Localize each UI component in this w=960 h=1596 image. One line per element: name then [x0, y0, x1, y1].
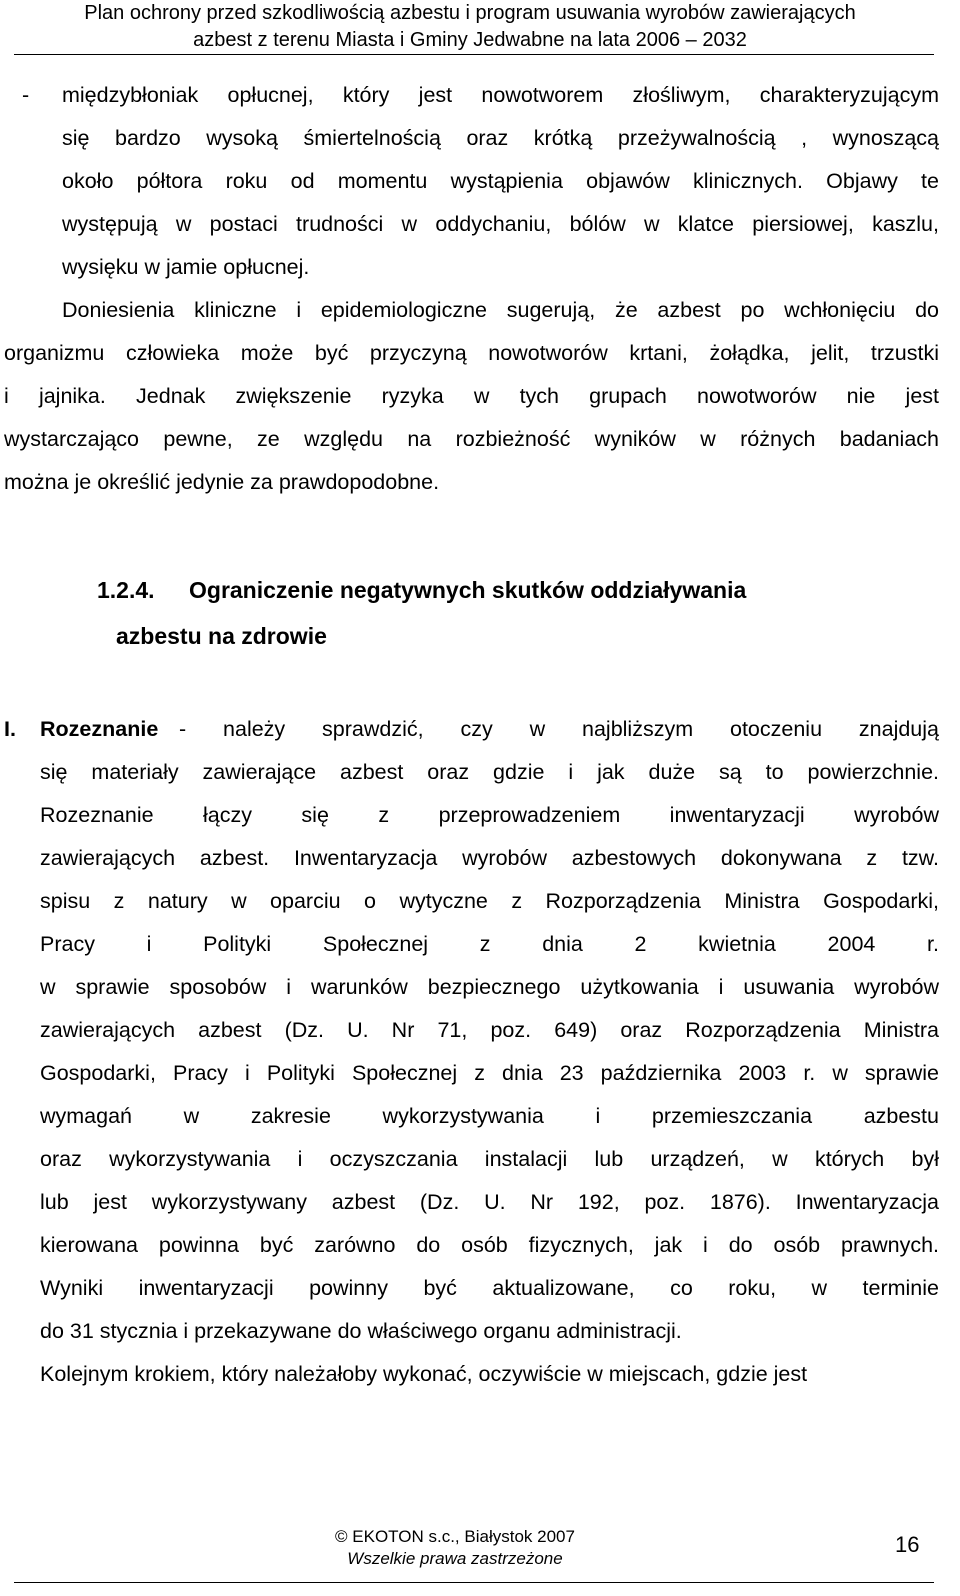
paragraph-line: Pracy i Polityki Społecznej z dnia 2 kwietnia 2004 r. [40, 932, 939, 956]
paragraph-line: Doniesienia kliniczne i epidemiologiczne sugerują, że azbest po wchłonięciu do [62, 298, 939, 322]
page-number: 16 [895, 1532, 920, 1557]
bold-term: Rozeznanie [40, 717, 159, 741]
paragraph-line: wystarczająco pewne, ze względu na rozbieżność wyników w różnych badaniach [4, 427, 939, 451]
paragraph-line: spisu z natury w oparciu o wytyczne z Rozporządzenia Ministra Gospodarki, [40, 889, 939, 913]
paragraph-line: Wyniki inwentaryzacji powinny być aktualizowane, co roku, w terminie [40, 1276, 939, 1300]
paragraph-line: zawierających azbest (Dz. U. Nr 71, poz. 649) oraz Rozporządzenia Ministra [40, 1018, 939, 1042]
paragraph-line: w sprawie sposobów i warunków bezpiecznego użytkowania i usuwania wyrobów [40, 975, 939, 999]
paragraph-line: się materiały zawierające azbest oraz gdzie i jak duże są to powierzchnie. [40, 760, 939, 784]
paragraph-line: zawierających azbest. Inwentaryzacja wyrobów azbestowych dokonywana z tzw. [40, 846, 939, 870]
footer-rule [14, 1582, 934, 1583]
paragraph-line: oraz wykorzystywania i oczyszczania instalacji lub urządzeń, w których był [40, 1147, 939, 1171]
paragraph-line: Rozeznanie łączy się z przeprowadzeniem inwentaryzacji wyrobów [40, 803, 939, 827]
paragraph-line: i jajnika. Jednak zwiększenie ryzyka w tych grupach nowotworów nie jest [4, 384, 939, 408]
paragraph-line: Gospodarki, Pracy i Polityki Społecznej z dnia 23 października 2003 r. w sprawie [40, 1061, 939, 1085]
paragraph-line: organizmu człowieka może być przyczyną nowotworów krtani, żołądka, jelit, trzustki [4, 341, 939, 365]
running-header [0, 0, 940, 54]
paragraph-line: do 31 stycznia i przekazywane do właściwego organu administracji. [40, 1319, 682, 1343]
roman-numeral: I. [4, 717, 16, 741]
header-line-2: azbest z terenu Miasta i Gminy Jedwabne na lata 2006 – 2032 [193, 29, 747, 51]
header-rule [14, 54, 934, 55]
section-title-line-1: Ograniczenie negatywnych skutków oddziaływania [189, 577, 747, 603]
rights-line: Wszelkie prawa zastrzeżone [347, 1549, 563, 1568]
bullet-line: wysięku w jamie opłucnej. [62, 255, 310, 279]
section-title-line-2: azbestu na zdrowie [116, 623, 327, 649]
bullet-dash: - [22, 83, 30, 107]
bullet-line: występują w postaci trudności w oddychaniu, bólów w klatce piersiowej, kaszlu, [62, 212, 939, 236]
footer-copyright [300, 1526, 610, 1570]
bullet-line: się bardzo wysoką śmiertelnością oraz krótką przeżywalnością , wynoszącą [62, 126, 939, 150]
paragraph-line: - należy sprawdzić, czy w najbliższym otoczeniu znajdują [179, 717, 939, 741]
copyright-line: © EKOTON s.c., Białystok 2007 [335, 1527, 575, 1546]
paragraph-line: wymagań w zakresie wykorzystywania i przemieszczania azbestu [40, 1104, 939, 1128]
paragraph-line: kierowana powinna być zarówno do osób fizycznych, jak i do osób prawnych. [40, 1233, 939, 1257]
header-line-1: Plan ochrony przed szkodliwością azbestu i program usuwania wyrobów zawierających [84, 2, 856, 24]
bullet-line: około półtora roku od momentu wystąpienia objawów klinicznych. Objawy te [62, 169, 939, 193]
section-number: 1.2.4. [97, 577, 155, 603]
paragraph-line: lub jest wykorzystywany azbest (Dz. U. Nr 192, poz. 1876). Inwentaryzacja [40, 1190, 939, 1214]
paragraph-line: można je określić jedynie za prawdopodobne. [4, 470, 440, 494]
paragraph-first-line [40, 708, 939, 752]
paragraph-line: Kolejnym krokiem, który należałoby wykonać, oczywiście w miejscach, gdzie jest [40, 1362, 808, 1386]
bullet-line: międzybłoniak opłucnej, który jest nowotworem złośliwym, charakteryzującym [62, 83, 939, 107]
